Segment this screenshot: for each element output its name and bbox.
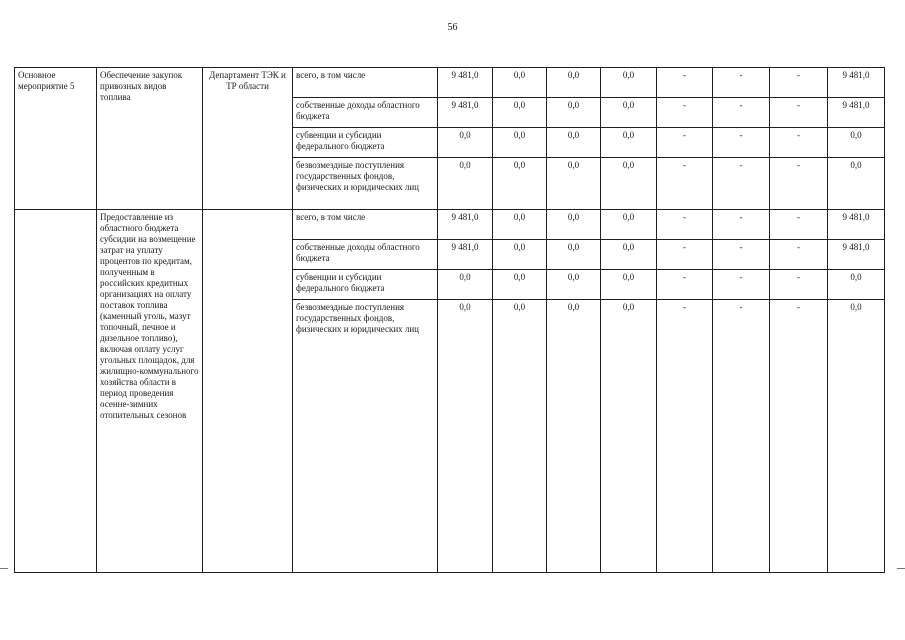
value-cell: 0,0 — [547, 158, 601, 210]
value-cell: - — [713, 98, 770, 128]
value-cell: 0,0 — [547, 98, 601, 128]
value-cell: - — [770, 128, 828, 158]
source-cell: безвозмездные поступления государственных фондов, физических и юридических лиц — [293, 300, 438, 573]
table-row — [15, 68, 885, 98]
value-cell: - — [770, 68, 828, 98]
total-cell: 0,0 — [828, 270, 885, 300]
value-cell: 9 481,0 — [438, 240, 493, 270]
value-cell: - — [713, 128, 770, 158]
value-cell: - — [713, 240, 770, 270]
value-cell: 0,0 — [601, 98, 657, 128]
value-cell: - — [770, 210, 828, 240]
total-cell: 9 481,0 — [828, 68, 885, 98]
total-cell: 0,0 — [828, 128, 885, 158]
value-cell: 0,0 — [601, 270, 657, 300]
value-cell: - — [657, 128, 713, 158]
department-cell: Департамент ТЭК и ТР области — [203, 68, 293, 210]
value-cell: 0,0 — [438, 300, 493, 573]
value-cell: 0,0 — [438, 158, 493, 210]
value-cell: 0,0 — [547, 68, 601, 98]
value-cell: - — [657, 210, 713, 240]
scan-mark-left — [0, 568, 8, 569]
value-cell: 0,0 — [547, 270, 601, 300]
table-row — [15, 210, 885, 240]
value-cell: 9 481,0 — [438, 68, 493, 98]
value-cell: - — [713, 158, 770, 210]
value-cell: 0,0 — [547, 300, 601, 573]
source-cell: собственные доходы областного бюджета — [293, 240, 438, 270]
measure-name-cell: Обеспечение закупок привозных видов топлива — [97, 68, 203, 210]
total-cell: 0,0 — [828, 300, 885, 573]
value-cell: 0,0 — [493, 68, 547, 98]
value-cell: 0,0 — [493, 158, 547, 210]
value-cell: - — [657, 158, 713, 210]
page-number: 56 — [447, 22, 458, 33]
value-cell: 0,0 — [601, 68, 657, 98]
value-cell: - — [657, 270, 713, 300]
value-cell: 0,0 — [493, 128, 547, 158]
total-cell: 0,0 — [828, 158, 885, 210]
activity-cell — [15, 210, 97, 573]
value-cell: 0,0 — [547, 240, 601, 270]
total-cell: 9 481,0 — [828, 240, 885, 270]
value-cell: - — [770, 240, 828, 270]
source-cell: всего, в том числе — [293, 68, 438, 98]
activity-cell: Основное мероприятие 5 — [15, 68, 97, 210]
value-cell: 0,0 — [601, 158, 657, 210]
value-cell: 0,0 — [493, 240, 547, 270]
source-cell: субвенции и субсидии федерального бюджета — [293, 270, 438, 300]
source-cell: безвозмездные поступления государственных фондов, физических и юридических лиц — [293, 158, 438, 210]
value-cell: 9 481,0 — [438, 98, 493, 128]
value-cell: - — [657, 300, 713, 573]
value-cell: - — [713, 68, 770, 98]
value-cell: 0,0 — [438, 128, 493, 158]
source-cell: субвенции и субсидии федерального бюджета — [293, 128, 438, 158]
value-cell: 0,0 — [438, 270, 493, 300]
source-cell: собственные доходы областного бюджета — [293, 98, 438, 128]
value-cell: - — [770, 300, 828, 573]
value-cell: - — [657, 68, 713, 98]
value-cell: - — [657, 98, 713, 128]
value-cell: 0,0 — [493, 210, 547, 240]
value-cell: 0,0 — [493, 300, 547, 573]
value-cell: - — [770, 98, 828, 128]
value-cell: 0,0 — [601, 300, 657, 573]
value-cell: - — [713, 300, 770, 573]
value-cell: 0,0 — [547, 128, 601, 158]
value-cell: 0,0 — [493, 270, 547, 300]
value-cell: - — [713, 210, 770, 240]
value-cell: - — [657, 240, 713, 270]
scan-mark-right — [897, 568, 905, 569]
value-cell: 0,0 — [601, 240, 657, 270]
source-cell: всего, в том числе — [293, 210, 438, 240]
value-cell: - — [713, 270, 770, 300]
budget-table — [14, 67, 885, 573]
measure-name-cell: Предоставление из областного бюджета субсидии на возмещение затрат на уплату процентов по кредитам, полученным в российских кредитных организациях на оплату поставок топлива (каменный уголь, мазут топочный, печное и дизельное топливо), включая оплату услуг угольных площадок, для жилищно-коммунального хозяйства области в период проведения осенне-зимних отопительных сезонов — [97, 210, 203, 573]
value-cell: - — [770, 270, 828, 300]
value-cell: 0,0 — [493, 98, 547, 128]
value-cell: 9 481,0 — [438, 210, 493, 240]
total-cell: 9 481,0 — [828, 98, 885, 128]
total-cell: 9 481,0 — [828, 210, 885, 240]
value-cell: - — [770, 158, 828, 210]
value-cell: 0,0 — [601, 210, 657, 240]
department-cell — [203, 210, 293, 573]
value-cell: 0,0 — [547, 210, 601, 240]
value-cell: 0,0 — [601, 128, 657, 158]
